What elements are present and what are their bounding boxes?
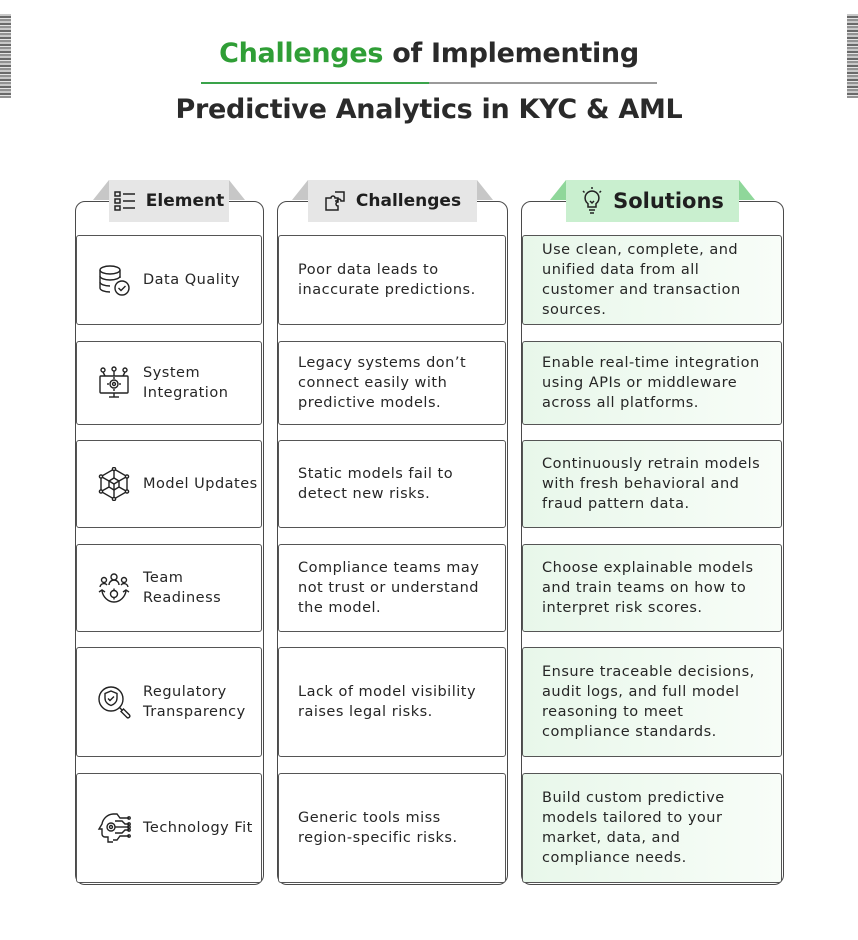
title-line-2: Predictive Analytics in KYC & AML: [175, 94, 683, 125]
challenges-header-label: Challenges: [355, 191, 462, 211]
solution-cell-team-readiness: [522, 544, 782, 632]
title-line-1: [0, 38, 858, 69]
challenge-cell-technology-fit: [278, 773, 506, 883]
challenge-text: Legacy systems don’t connect easily with predictive models.: [298, 355, 467, 411]
solutions-header-label: Solutions: [613, 189, 724, 213]
solution-cell-data-quality: [522, 235, 782, 325]
solutions-header-tab: [550, 180, 755, 222]
title-highlight: Challenges: [219, 38, 384, 69]
solution-text: Choose explainable models and train teams on how to interpret risk scores.: [542, 560, 754, 616]
list-icon: [114, 191, 136, 211]
challenges-header-tab: [292, 180, 493, 222]
title-rest: of Implementing: [383, 38, 639, 69]
element-label: Model Updates: [143, 476, 258, 492]
challenge-cell-model-updates: [278, 440, 506, 528]
solution-text: Build custom predictive models tailored to your market, data, and compliance needs.: [542, 790, 725, 866]
element-cell-team-readiness: [76, 544, 262, 632]
challenge-text: Poor data leads to inaccurate predictions.: [298, 262, 476, 298]
element-header-label: Element: [145, 191, 225, 211]
lightbulb-icon: [581, 187, 603, 215]
element-label: Team Readiness: [143, 570, 222, 606]
team-gear-icon: [97, 571, 131, 605]
solution-cell-technology-fit: [522, 773, 782, 883]
element-cell-system-integration: [76, 341, 262, 425]
element-cell-regulatory-transparency: [76, 647, 262, 757]
monitor-gear-icon: [97, 366, 131, 400]
element-label: Technology Fit: [143, 820, 253, 836]
shield-search-icon: [97, 685, 131, 719]
element-label: Regulatory Transparency: [143, 684, 246, 720]
solution-text: Enable real-time integration using APIs or middleware across all platforms.: [542, 355, 760, 411]
challenge-cell-data-quality: [278, 235, 506, 325]
challenge-text: Lack of model visibility raises legal risks.: [298, 684, 477, 720]
solution-cell-system-integration: [522, 341, 782, 425]
solution-cell-regulatory-transparency: [522, 647, 782, 757]
solution-text: Continuously retrain models with fresh behavioral and fraud pattern data.: [542, 456, 761, 512]
challenge-cell-regulatory-transparency: [278, 647, 506, 757]
title-divider-accent: [201, 82, 429, 84]
challenge-cell-system-integration: [278, 341, 506, 425]
database-check-icon: [97, 263, 131, 297]
network-model-icon: [97, 467, 131, 501]
solution-text: Use clean, complete, and unified data from all customer and transaction sources.: [542, 242, 741, 318]
element-cell-model-updates: [76, 440, 262, 528]
challenge-cell-team-readiness: [278, 544, 506, 632]
title-divider: [201, 82, 657, 84]
element-cell-technology-fit: [76, 773, 262, 883]
puzzle-icon: [324, 190, 346, 212]
element-header-tab: [93, 180, 245, 222]
challenge-text: Generic tools miss region-specific risks.: [298, 810, 458, 846]
solution-text: Ensure traceable decisions, audit logs, and full model reasoning to meet compliance standards.: [542, 664, 755, 740]
solution-cell-model-updates: [522, 440, 782, 528]
element-label: Data Quality: [143, 272, 241, 288]
element-label: System Integration: [143, 365, 229, 401]
challenge-text: Compliance teams may not trust or understand the model.: [298, 560, 480, 616]
circuit-head-icon: [97, 811, 131, 845]
challenge-text: Static models fail to detect new risks.: [298, 466, 454, 502]
element-cell-data-quality: [76, 235, 262, 325]
